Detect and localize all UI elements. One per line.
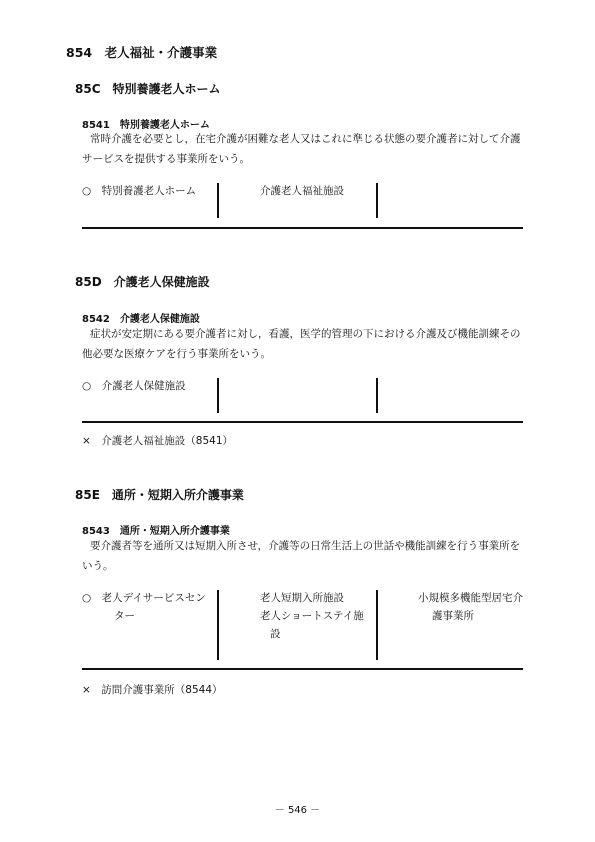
table-cell-col3: 小規模多機能型居宅介 xyxy=(418,592,523,604)
section-title-85c: 85C 特別養護老人ホーム xyxy=(75,82,221,96)
exclusion-note: × 介護老人福祉施設（8541） xyxy=(82,435,234,447)
section-title-85d: 85D 介護老人保健施設 xyxy=(75,275,210,289)
column-divider xyxy=(376,590,378,660)
table-cell-col1: ○ 老人デイサービスセン xyxy=(82,592,206,604)
table-cell-col1: ○ 介護老人保健施設 xyxy=(82,380,186,392)
description-line-2: サービスを提供する事業所をいう。 xyxy=(82,153,250,165)
description-line-1: 常時介護を必要とし，在宅介護が困難な老人又はこれに準じる状態の要介護者に対して介護 xyxy=(90,133,521,145)
table-cell-col2-line3: 設 xyxy=(270,628,281,640)
table-cell-col2-line2: 老人ショートステイ施 xyxy=(260,610,364,622)
table-rule xyxy=(82,227,523,229)
table-cell-col1-cont: ター xyxy=(114,610,135,622)
subsection-title-8543: 8543 通所・短期入所介護事業 xyxy=(82,526,230,537)
subsection-title-8542: 8542 介護老人保健施設 xyxy=(82,314,200,325)
description-line-2: 他必要な医療ケアを行う事業所をいう。 xyxy=(82,348,271,360)
description-line-2: いう。 xyxy=(82,560,114,572)
page-number: － 546 － xyxy=(274,805,321,816)
table-rule xyxy=(82,421,523,423)
column-divider xyxy=(376,183,378,218)
table-cell-col2: 老人短期入所施設 xyxy=(260,592,344,604)
table-cell-col2: 介護老人福祉施設 xyxy=(260,185,344,197)
subsection-title-8541: 8541 特別養護老人ホーム xyxy=(82,120,210,131)
section-title-85e: 85E 通所・短期入所介護事業 xyxy=(75,488,244,502)
column-divider xyxy=(217,378,219,413)
table-cell-col1: ○ 特別養護老人ホーム xyxy=(82,185,197,197)
page-heading: 854 老人福祉・介護事業 xyxy=(66,45,218,60)
column-divider xyxy=(376,378,378,413)
exclusion-note: × 訪問介護事業所（8544） xyxy=(82,684,223,696)
table-rule xyxy=(82,668,523,670)
column-divider xyxy=(217,590,219,660)
description-line-1: 要介護者等を通所又は短期入所させ，介護等の日常生活上の世話や機能訓練を行う事業所を xyxy=(90,540,521,552)
column-divider xyxy=(217,183,219,218)
table-cell-col3-cont: 護事業所 xyxy=(432,610,474,622)
description-line-1: 症状が安定期にある要介護者に対し，看護，医学的管理の下における介護及び機能訓練その xyxy=(90,328,521,340)
